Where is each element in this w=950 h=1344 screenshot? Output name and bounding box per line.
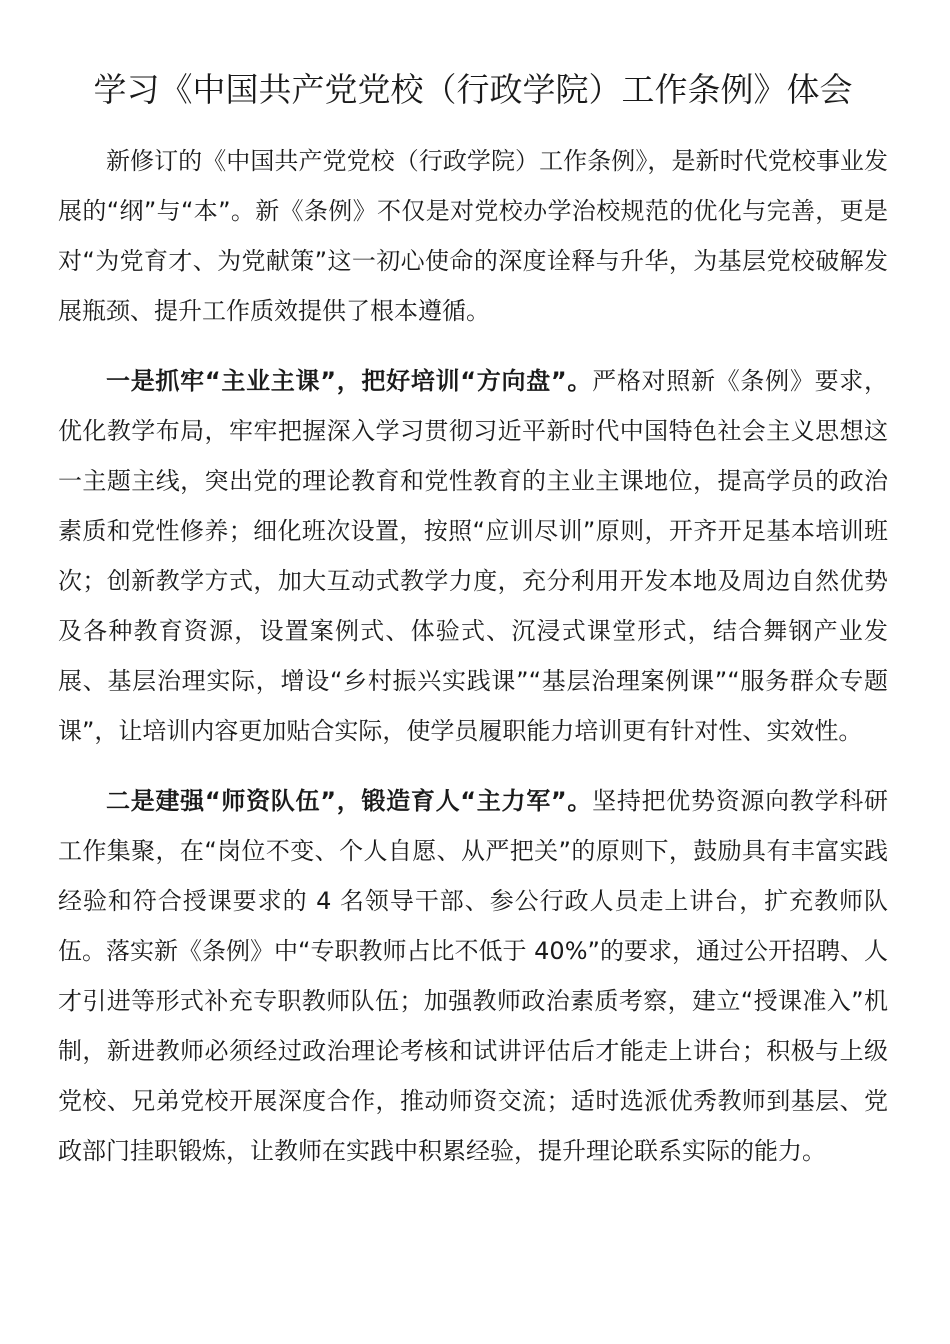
section-lead-1: 一是抓牢“主业主课”，把好培训“方向盘”。: [106, 367, 593, 395]
document-title: 学习《中国共产党党校（行政学院）工作条例》体会: [93, 70, 853, 109]
section-body-2: 坚持把优势资源向教学科研工作集聚，在“岗位不变、个人自愿、从严把关”的原则下，鼓励具有丰富实践经验和符合授课要求的 4 名领导干部、参公行政人员走上讲台，扩充教师队伍。落实新《条例》中“专职教师占比不低于 40%”的要求，通过公开招聘、人才引进等形式补充专职教师队伍；加强教师政治素质考察，建立“授课准入”机制，新进教师必须经过政治理论考核和试讲评估后才能走上讲台；积极与上级党校、兄弟党校开展深度合作，推动师资交流；适时选派优秀教师到基层、党政部门挂职锻炼，让教师在实践中积累经验，提升理论联系实际的能力。: [58, 787, 888, 1165]
document-page: [58, 62, 888, 1196]
section-body-1: 严格对照新《条例》要求，优化教学布局，牢牢把握深入学习贯彻习近平新时代中国特色社会主义思想这一主题主线，突出党的理论教育和党性教育的主业主课地位，提高学员的政治素质和党性修养；细化班次设置，按照“应训尽训”原则，开齐开足基本培训班次；创新教学方式，加大互动式教学力度，充分利用开发本地及周边自然优势及各种教育资源，设置案例式、体验式、沉浸式课堂形式，结合舞钢产业发展、基层治理实际，增设“乡村振兴实践课”“基层治理案例课”“服务群众专题课”，让培训内容更加贴合实际，使学员履职能力培训更有针对性、实效性。: [58, 367, 888, 745]
section-lead-2: 二是建强“师资队伍”，锻造育人“主力军”。: [106, 787, 593, 815]
intro-paragraph: 新修订的《中国共产党党校（行政学院）工作条例》，是新时代党校事业发展的“纲”与“本”。新《条例》不仅是对党校办学治校规范的优化与完善，更是对“为党育才、为党献策”这一初心使命的深度诠释与升华，为基层党校破解发展瓶颈、提升工作质效提供了根本遵循。: [58, 147, 888, 325]
section-paragraph-1: [58, 356, 888, 756]
section-paragraph-2: [58, 776, 888, 1176]
